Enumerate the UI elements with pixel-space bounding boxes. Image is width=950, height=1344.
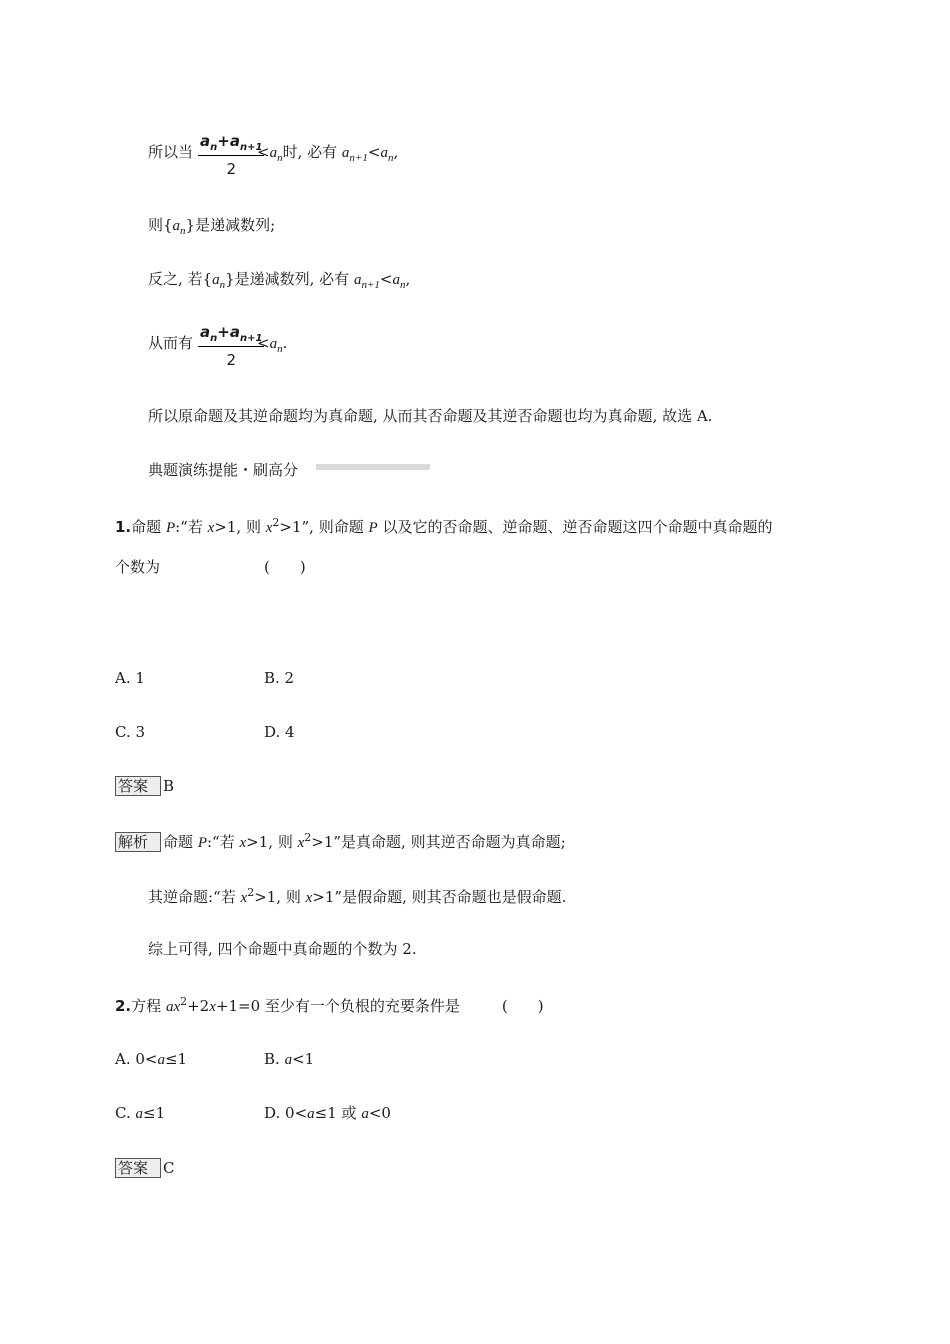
q2-option-c[interactable]: C. a≤1 xyxy=(115,1104,166,1122)
solution-line-3: 反之, 若$\{a_n\}$是递减数列, 必有 $a_{n+1}<a_n$, xyxy=(148,270,411,291)
q1-option-a[interactable]: A. 1 xyxy=(115,669,145,687)
q2-option-a[interactable]: A. 0<a≤1 xyxy=(115,1050,188,1068)
solution-line-1: 所以当 $<a_n$时, 必有 $a_{n+1}<a_n$, xyxy=(148,143,399,164)
fraction-1: $\frac{a_n+a_{n+1}}{2}$ xyxy=(200,132,263,178)
solution-line-4: 从而有 $<a_n$. xyxy=(148,334,288,355)
q1-option-d[interactable]: D. 4 xyxy=(264,723,295,741)
question-1-line-2: 个数为 ( ) xyxy=(115,558,306,576)
q1-explanation-3: 综上可得, 四个命题中真命题的个数为 2. xyxy=(148,940,417,958)
section-divider xyxy=(316,464,430,470)
answer-tag: 答案 xyxy=(115,1158,161,1178)
fraction-2: $\frac{a_n+a_{n+1}}{2}$ xyxy=(200,323,263,369)
q2-option-d[interactable]: D. 0<a≤1 或 a<0 xyxy=(264,1104,391,1122)
q1-option-c[interactable]: C. 3 xyxy=(115,723,146,741)
answer-tag: 答案 xyxy=(115,776,161,796)
question-1: 1.命题 P:“若 x>1, 则 $x^2>1$”, 则命题 P 以及它的否命题、逆命题、逆否命题这四个命题中真命题的 xyxy=(115,516,773,536)
question-2: 2.方程 $ax^2+2x+1=0$ 至少有一个负根的充要条件是 ( ) xyxy=(115,995,544,1015)
q1-explanation-2: 其逆命题:“若 $x^2>1$, 则 x>1”是假命题, 则其否命题也是假命题. xyxy=(148,886,567,906)
explanation-tag: 解析 xyxy=(115,832,161,852)
solution-conclusion: 所以原命题及其逆命题均为真命题, 从而其否命题及其逆否命题也均为真命题, 故选 A. xyxy=(148,407,713,425)
q2-option-b[interactable]: B. a<1 xyxy=(264,1050,315,1068)
q1-explanation: 解析 命题 P:“若 x>1, 则 $x^2>1$”是真命题, 则其逆否命题为真命题; xyxy=(115,831,566,852)
q1-option-b[interactable]: B. 2 xyxy=(264,669,295,687)
q2-answer: 答案 C xyxy=(115,1158,175,1178)
solution-line-2: 则$\{a_n\}$是递减数列; xyxy=(148,216,276,237)
q1-answer: 答案 B xyxy=(115,776,174,796)
section-heading: 典题演练提能・刷高分 xyxy=(148,461,299,479)
